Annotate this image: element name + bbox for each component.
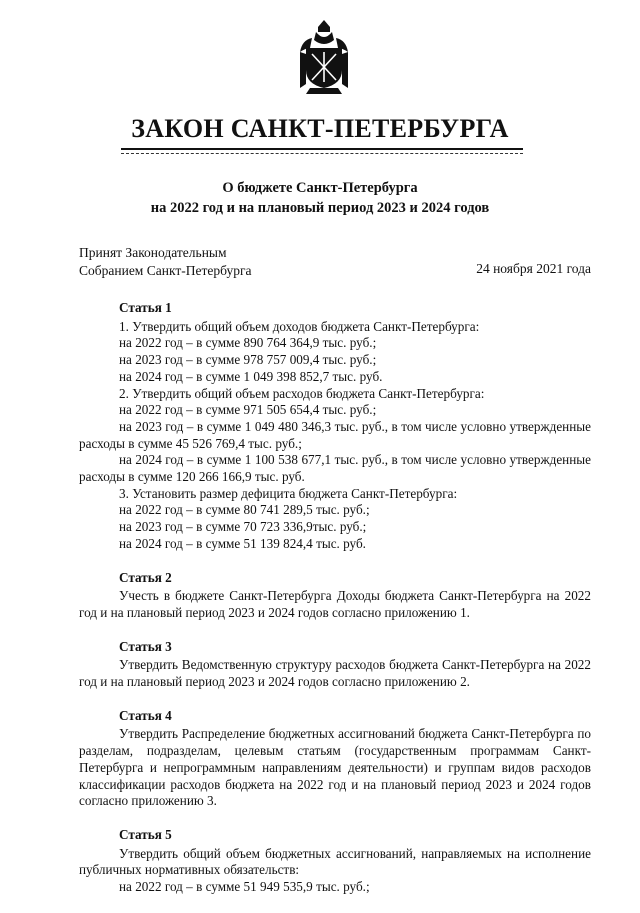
document-subtitle xyxy=(0,178,640,218)
article-line: на 2023 год – в сумме 978 757 009,4 тыс. руб.; xyxy=(119,352,377,368)
article-4 xyxy=(79,708,591,810)
article-5 xyxy=(79,827,591,896)
adoption-note xyxy=(79,244,252,280)
articles-body xyxy=(79,300,591,913)
article-paragraph: на 2023 год – в сумме 1 049 480 346,3 тыс. руб., в том числе условно утвержденные расходы в сумме 45 526 769,4 тыс. руб.; xyxy=(79,418,591,451)
article-line: на 2023 год – в сумме 70 723 336,9тыс. руб.; xyxy=(119,519,367,535)
article-line: на 2022 год – в сумме 971 505 654,4 тыс. руб.; xyxy=(119,402,377,418)
article-paragraph: Утвердить Ведомственную структуру расходов бюджета Санкт-Петербурга на 2022 год и на плановый период 2023 и 2024 годов согласно приложению 2. xyxy=(79,657,591,690)
adoption-line-1: Принят Законодательным xyxy=(79,245,227,260)
article-line: на 2024 год – в сумме 51 139 824,4 тыс. руб. xyxy=(119,535,366,551)
adoption-date: 24 ноября 2021 года xyxy=(476,261,591,276)
coat-of-arms-icon xyxy=(296,18,352,98)
article-paragraph: на 2024 год – в сумме 1 100 538 677,1 тыс. руб., в том числе условно утвержденные расходы в сумме 120 266 166,9 тыс. руб. xyxy=(79,452,591,485)
adoption-line-2: Собранием Санкт-Петербурга xyxy=(79,263,252,278)
subtitle-line-1: О бюджете Санкт-Петербурга xyxy=(222,180,418,196)
article-line: на 2022 год – в сумме 890 764 364,9 тыс. руб.; xyxy=(119,335,377,351)
article-line: 1. Утвердить общий объем доходов бюджета Санкт-Петербурга: xyxy=(119,318,480,334)
article-paragraph: Утвердить Распределение бюджетных ассигнований бюджета Санкт-Петербурга по разделам, подразделам, целевым статьям (государственным программам Санкт-Петербурга и непрограммным направлениям деятельности) и группам видов расходов классификации расходов бюджета на 2022 год и на плановый период 2023 и 2024 годов согласно приложению 3. xyxy=(79,726,591,809)
subtitle-line-2: на 2022 год и на плановый период 2023 и 2024 годов xyxy=(150,200,490,216)
article-heading: Статья 3 xyxy=(119,638,172,654)
article-heading: Статья 4 xyxy=(119,707,172,723)
article-paragraph: Учесть в бюджете Санкт-Петербурга Доходы бюджета Санкт-Петербурга на 2022 год и на плановый период 2023 и 2024 годов согласно приложению 1. xyxy=(79,588,591,620)
article-line: 2. Утвердить общий объем расходов бюджета Санкт-Петербурга: xyxy=(119,385,485,401)
article-line: на 2022 год – в сумме 80 741 289,5 тыс. руб.; xyxy=(119,502,370,518)
title-rule-dashed xyxy=(121,153,523,154)
article-1 xyxy=(79,300,591,553)
article-heading: Статья 5 xyxy=(119,826,172,842)
article-2 xyxy=(79,570,591,622)
article-heading: Статья 2 xyxy=(119,569,172,585)
article-line: 3. Установить размер дефицита бюджета Санкт-Петербурга: xyxy=(119,485,458,501)
article-line: на 2022 год – в сумме 51 949 535,9 тыс. руб.; xyxy=(119,879,370,895)
article-paragraph: Утвердить общий объем бюджетных ассигнований, направляемых на исполнение публичных нормативных обязательств: xyxy=(79,845,591,878)
article-3 xyxy=(79,639,591,691)
law-title: ЗАКОН САНКТ-ПЕТЕРБУРГА xyxy=(131,114,509,143)
article-line: на 2024 год – в сумме 1 049 398 852,7 тыс. руб. xyxy=(119,368,383,384)
title-rule xyxy=(121,148,523,150)
article-heading: Статья 1 xyxy=(119,300,172,315)
